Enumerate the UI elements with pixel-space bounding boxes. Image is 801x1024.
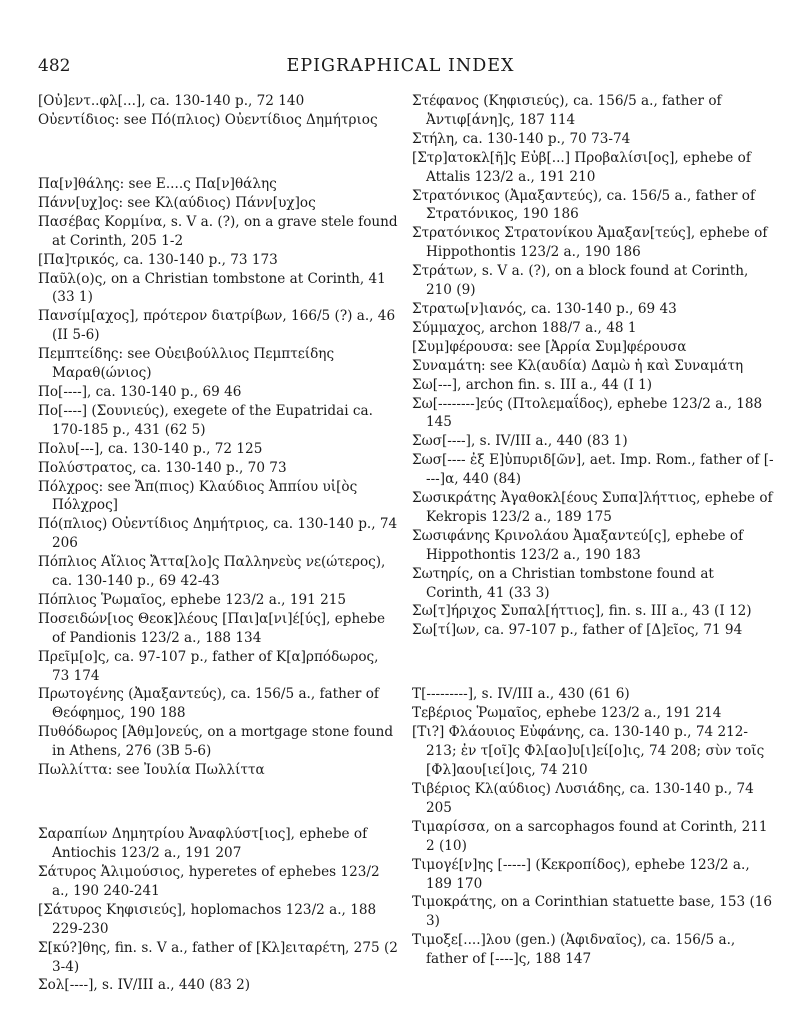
index-entry: Στρατόνικος Στρατονίκου Ἀμαξαν[τεύς], ephebe of Hippothontis 123/2 a., 190 186 — [412, 225, 768, 261]
page-header — [0, 56, 801, 80]
section-gap — [38, 143, 400, 161]
running-title: EPIGRAPHICAL INDEX — [286, 56, 515, 76]
index-entry: [Συμ]φέρουσα: see [Ἀρρία Συμ]φέρουσα — [412, 338, 687, 355]
index-entry: Σω[---], archon fin. s. III a., 44 (I 1) — [412, 376, 653, 393]
index-entry: Πανσίμ[αχος], πρότερον διατρίβων, 166/5 (?) a., 46 (II 5-6) — [38, 308, 396, 344]
index-entry: Σολ[----], s. IV/III a., 440 (83 2) — [38, 977, 251, 994]
index-entry: Τιμοξε[....]λου (gen.) (Ἀφιδναῖος), ca. 156/5 a., father of [----]ς, 188 147 — [412, 932, 736, 968]
index-entry: Πεμπτείδης: see Οὐειβούλλιος Πεμπτείδης Μαραθ(ώνιος) — [38, 346, 335, 382]
index-entry: Σωσικράτης Ἀγαθοκλ[έους Συπα]λήττιος, ephebe of Kekropis 123/2 a., 189 175 — [412, 490, 773, 525]
index-entry: Οὐεντίδιος: see Πό(πλιος) Οὐεντίδιος Δημήτριος — [38, 111, 378, 128]
index-entry: Πολυ[---], ca. 130-140 p., 72 125 — [38, 440, 263, 457]
index-entry: Στέφανος (Κηφισιεύς), ca. 156/5 a., father of Ἀντιφ[άνη]ς, 187 114 — [412, 93, 722, 128]
index-entry: Σωσ[----], s. IV/III a., 440 (83 1) — [412, 433, 628, 450]
index-entry: Σύμμαχος, archon 188/7 a., 48 1 — [412, 319, 637, 336]
index-entry: Στράτων, s. V a. (?), on a block found at Corinth, 210 (9) — [412, 263, 749, 299]
index-entry: Πρεῖμ[ο]ς, ca. 97-107 p., father of Κ[α]ρπόδωρος, 73 174 — [38, 648, 379, 684]
index-entry: Παῦλ(ο)ς, on a Christian tombstone at Corinth, 41 (33 1) — [38, 270, 386, 306]
index-entry: Τεβέριος Ῥωμαῖος, ephebe 123/2 a., 191 214 — [412, 705, 722, 722]
index-entry: Συναμάτη: see Κλ(αυδία) Δαμὼ ἡ καὶ Συναμάτη — [412, 357, 744, 374]
index-entry: Σω[--------]εύς (Πτολεμαΐδος), ephebe 123/2 a., 188 145 — [412, 395, 763, 431]
index-entry: Πόλχρος: see Ἄπ(πιος) Κλαύδιος Ἀππίου υἱ[ὸς Πόλχρος] — [38, 478, 358, 514]
index-entry: Τιμογέ[ν]ης [-----] (Κεκροπίδος), ephebe 123/2 a., 189 170 — [412, 856, 750, 892]
index-entry: Πυθόδωρος [Ἀθμ]ονεύς, on a mortgage stone found in Athens, 276 (3B 5-6) — [38, 724, 394, 760]
index-entry: Τιβέριος Κλ(αύδιος) Λυσιάδης, ca. 130-140 p., 74 205 — [412, 781, 754, 816]
index-entry: Σωτηρίς, on a Christian tombstone found at Corinth, 41 (33 3) — [412, 565, 714, 601]
left-column — [38, 92, 400, 995]
index-entry: Στρατω[ν]ιανός, ca. 130-140 p., 69 43 — [412, 300, 677, 317]
index-entry: Σωσ[---- ἐξ Ε]ὐπυριδ[ῶν], aet. Imp. Rom., father of [----]α, 440 (84) — [412, 452, 774, 488]
index-entry: Τιμαρίσσα, on a sarcophagos found at Corinth, 211 2 (10) — [412, 818, 768, 854]
index-entry: [Οὐ]εντ..φλ[...], ca. 130-140 p., 72 140 — [38, 93, 305, 109]
index-entry: Σω[τ]ήριχος Συπαλ[ήττιος], fin. s. III a., 43 (I 12) — [412, 603, 752, 620]
index-entry: Σ[κύ?]θης, fin. s. V a., father of [Κλ]ειταρέτη, 275 (2 3-4) — [38, 939, 398, 975]
index-entry: Σάτυρος Ἁλιμούσιος, hyperetes of ephebes 123/2 a., 190 240-241 — [38, 864, 380, 899]
index-entry: Πο[----], ca. 130-140 p., 69 46 — [38, 383, 242, 400]
index-entry: Πα[ν]θάλης: see Ε....ς Πα[ν]θάλης — [38, 176, 277, 192]
index-entry: Πόπλιος Ῥωμαῖος, ephebe 123/2 a., 191 215 — [38, 591, 347, 608]
index-entry: Σωσιφάνης Κρινολάου Ἀμαξαντεύ[ς], ephebe of Hippothontis 123/2 a., 190 183 — [412, 527, 744, 563]
index-entry: Πωλλίττα: see Ἰουλία Πωλλίττα — [38, 762, 265, 779]
index-entry: Πρωτογένης (Ἀμαξαντεύς), ca. 156/5 a., father of Θεόφημος, 190 188 — [38, 686, 379, 722]
section-gap — [38, 794, 400, 812]
index-entry: [Πα]τρικός, ca. 130-140 p., 73 173 — [38, 251, 278, 268]
index-entry: Πό(πλιος) Οὐεντίδιος Δημήτριος, ca. 130-140 p., 74 206 — [38, 516, 398, 552]
index-entry: Πόπλιος Αἴλιος Ἄττα[λο]ς Παλληνεὺς νε(ώτερος), ca. 130-140 p., 69 42-43 — [38, 554, 386, 590]
index-entry: Πο[----] (Σουνιεύς), exegete of the Eupatridai ca. 170-185 p., 431 (62 5) — [38, 402, 373, 438]
index-entry: Ποσειδών[ιος Θεοκ]λέους [Παι]α[νι]έ[ύς], ephebe of Pandionis 123/2 a., 188 134 — [38, 610, 385, 646]
index-entry: Στήλη, ca. 130-140 p., 70 73-74 — [412, 130, 631, 147]
index-entry: Σω[τί]ων, ca. 97-107 p., father of [Δ]εῖος, 71 94 — [412, 622, 743, 639]
index-entry: Στρατόνικος (Ἀμαξαντεύς), ca. 156/5 a., father of Στρατόνικος, 190 186 — [412, 187, 756, 223]
section-gap — [412, 654, 774, 672]
index-entry: [Τι?] Φλάουιος Εὐφάνης, ca. 130-140 p., 74 212-213; ἐν τ[οῖ]ς Φλ[αο]υ[ι]εί[ο]ις, 74 208; σὺν τοῖς [Φλ]αου[ιεί]οις, 74 210 — [412, 724, 765, 779]
index-entry: [Στρ]ατοκλ[ῆ]ς Εὐβ[...] Προβαλίσι[ος], ephebe of Attalis 123/2 a., 191 210 — [412, 149, 751, 185]
index-entry: Πολύστρατος, ca. 130-140 p., 70 73 — [38, 459, 287, 476]
index-entry: Τ[---------], s. IV/III a., 430 (61 6) — [412, 686, 630, 703]
right-column — [412, 92, 774, 969]
index-entry: Πάνν[υχ]ος: see Κλ(αύδιος) Πάνν[υχ]ος — [38, 194, 316, 211]
index-entry: [Σάτυρος Κηφισιεύς], hoplomachos 123/2 a., 188 229-230 — [38, 901, 377, 937]
index-entry: Τιμοκράτης, on a Corinthian statuette base, 153 (16 3) — [412, 894, 773, 930]
index-entry: Πασέβας Κορμίνα, s. V a. (?), on a grave stele found at Corinth, 205 1-2 — [38, 213, 398, 249]
index-entry: Σαραπίων Δημητρίου Ἀναφλύστ[ιος], ephebe of Antiochis 123/2 a., 191 207 — [38, 826, 368, 862]
page-number: 482 — [38, 56, 71, 76]
